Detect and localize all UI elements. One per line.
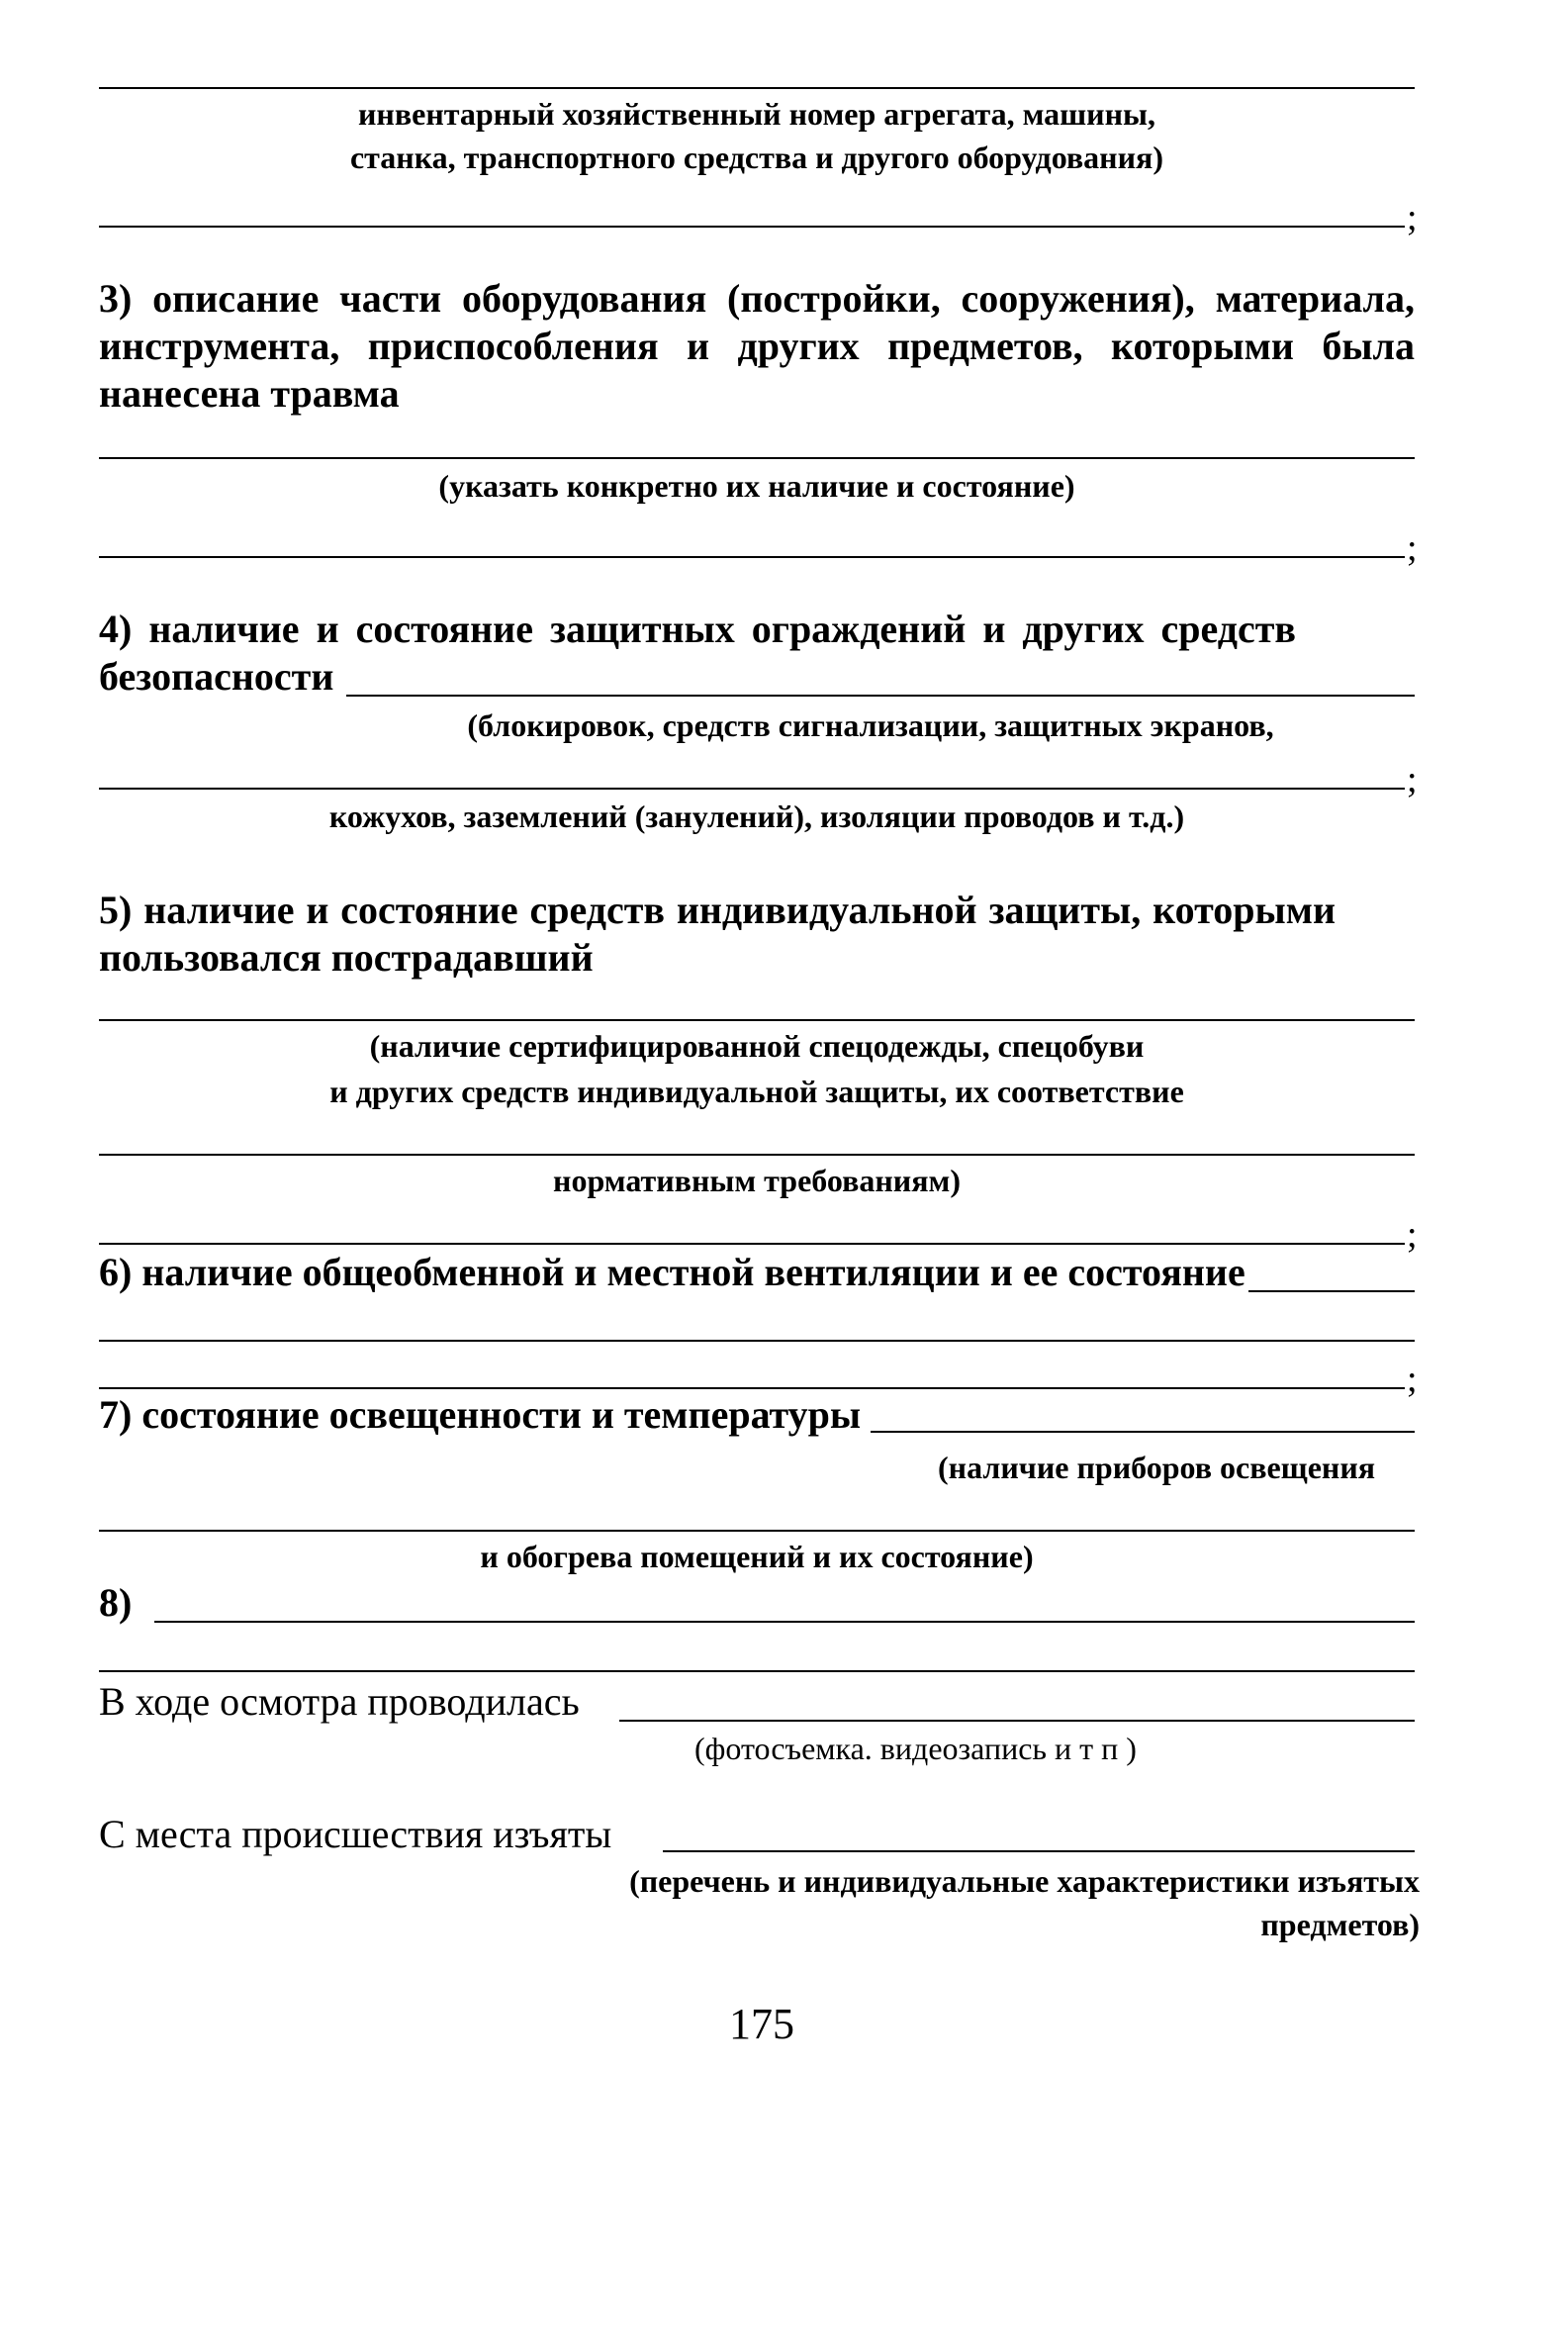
item7-line1: 7) состояние освещенности и температуры [99, 1392, 862, 1437]
form-line [663, 1850, 1415, 1852]
item3-line1: 3) описание части оборудования (постройки, сооружения), материала, [99, 276, 1415, 321]
item5-line1: 5) наличие и состояние средств индивидуальной защиты, которыми [99, 888, 1336, 932]
item3-line2: инструмента, приспособления и других предметов, которыми была [99, 324, 1415, 368]
form-line [99, 788, 1405, 790]
page-number: 175 [729, 2000, 794, 2048]
form-line [619, 1720, 1415, 1722]
item3-caption: (указать конкретно их наличие и состояние) [438, 468, 1075, 504]
form-line [1248, 1290, 1415, 1292]
item5-caption-line2: и других средств индивидуальной защиты, их соответствие [329, 1074, 1184, 1109]
item6-line1: 6) наличие общеобменной и местной вентиляции и ее состояние [99, 1250, 1245, 1294]
header-caption-line1: инвентарный хозяйственный номер агрегата, машины, [357, 96, 1156, 132]
seized-label: С места происшествия изъяты [99, 1812, 612, 1856]
form-line [99, 457, 1415, 459]
item7-caption-line2: и обогрева помещений и их состояние) [480, 1539, 1034, 1574]
seized-caption-line2: предметов) [1260, 1907, 1420, 1942]
semicolon: ; [1407, 197, 1418, 238]
item5-caption-line1: (наличие сертифицированной спецодежды, спецобуви [369, 1028, 1145, 1064]
form-line [871, 1431, 1415, 1433]
item4-caption-line2: кожухов, заземлений (занулений), изоляции проводов и т.д.) [328, 798, 1185, 834]
item3-line3: нанесена травма [99, 371, 400, 416]
inspection-caption: (фотосъемка. видеозапись и т п ) [694, 1731, 1137, 1766]
semicolon: ; [1407, 1359, 1418, 1400]
item4-caption-line1: (блокировок, средств сигнализации, защитных экранов, [467, 707, 1274, 743]
item8-label: 8) [99, 1580, 133, 1625]
form-line [99, 226, 1405, 228]
semicolon: ; [1407, 1214, 1418, 1256]
item4-line2: безопасности [99, 654, 334, 699]
form-line [99, 1019, 1415, 1021]
inspection-label: В ходе осмотра проводилась [99, 1679, 580, 1724]
form-line [99, 1530, 1415, 1532]
form-line [99, 1670, 1415, 1672]
form-line [346, 695, 1415, 697]
item5-line2: пользовался пострадавший [99, 935, 594, 980]
form-line [154, 1621, 1415, 1623]
item4-line1: 4) наличие и состояние защитных ограждений и других средств [99, 607, 1296, 651]
semicolon: ; [1407, 527, 1418, 569]
form-line [99, 1243, 1405, 1245]
form-line [99, 1154, 1415, 1156]
item7-caption-line1: (наличие приборов освещения [938, 1450, 1376, 1485]
header-caption-line2: станка, транспортного средства и другого оборудования) [349, 140, 1164, 175]
form-line [99, 556, 1405, 558]
seized-caption-line1: (перечень и индивидуальные характеристики изъятых [629, 1863, 1420, 1899]
form-line [99, 1340, 1415, 1342]
item5-caption-line3: нормативным требованиям) [553, 1163, 961, 1198]
form-line [99, 1387, 1405, 1389]
semicolon: ; [1407, 759, 1418, 800]
form-line [99, 87, 1415, 89]
